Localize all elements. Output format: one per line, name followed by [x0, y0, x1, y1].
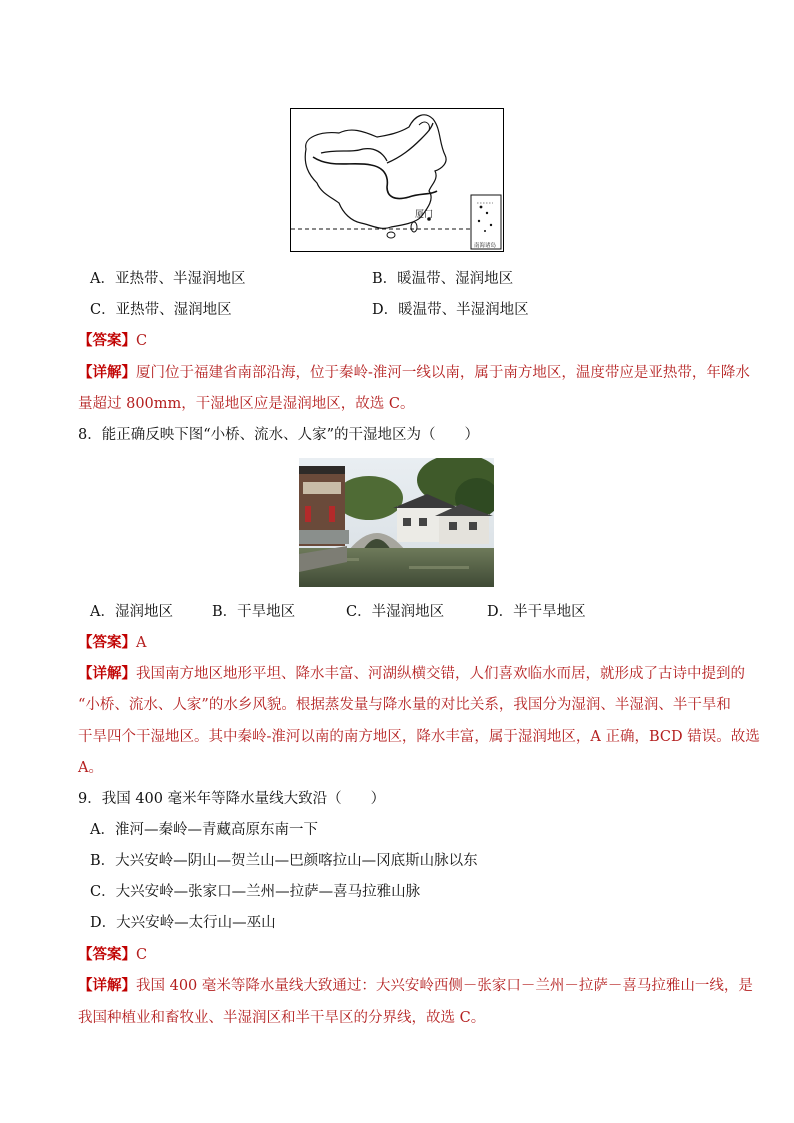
xiamen-label: 厦门 — [415, 210, 434, 220]
china-map-svg — [291, 109, 503, 251]
q9-stem: 9．我国 400 毫米年等降水量线大致沿（ ） — [78, 791, 386, 807]
water-town-photo-svg — [299, 458, 494, 587]
q8-answer — [78, 633, 146, 653]
zone-line-1 — [313, 157, 437, 199]
q7-option-a: A．亚热带、半湿润地区 — [90, 271, 246, 287]
answer-tag: 【答案】 — [78, 946, 136, 963]
q9-option-a: A．淮河—秦岭—青藏高原东南一下 — [90, 822, 318, 838]
china-map-figure — [290, 108, 504, 252]
detail-tag: 【详解】 — [78, 665, 136, 682]
inset-label: 南海诸岛 — [474, 243, 497, 249]
answer-value: C — [136, 947, 148, 963]
q8-option-d: D．半干旱地区 — [487, 604, 586, 620]
q9-detail-line-1 — [78, 976, 753, 996]
q7-answer — [78, 331, 147, 351]
zone-line-3 — [387, 123, 433, 163]
answer-tag: 【答案】 — [78, 634, 136, 651]
detail-tag: 【详解】 — [78, 364, 136, 381]
answer-tag: 【答案】 — [78, 332, 136, 349]
answer-value: C — [136, 333, 148, 349]
q8-detail-line-1 — [78, 664, 745, 684]
detail-text: 厦门位于福建省南部沿海，位于秦岭-淮河一线以南，属于南方地区，温度带应是亚热带，年降水 — [136, 365, 750, 381]
q7-option-b: B．暖温带、湿润地区 — [372, 271, 514, 287]
q8-option-b: B．干旱地区 — [212, 604, 296, 620]
zone-line-2 — [321, 149, 387, 161]
q8-option-a: A．湿润地区 — [90, 604, 173, 620]
q8-stem: 8．能正确反映下图“小桥、流水、人家”的干湿地区为（ ） — [78, 427, 480, 443]
q7-option-c: C．亚热带、湿润地区 — [90, 302, 232, 318]
q9-option-c: C．大兴安岭—张家口—兰州—拉萨—喜马拉雅山脉 — [90, 884, 421, 900]
detail-tag: 【详解】 — [78, 977, 136, 994]
q7-detail-line-1 — [78, 363, 750, 383]
detail-text: 我国南方地区地形平坦、降水丰富、河湖纵横交错，人们喜欢临水而居，就形成了古诗中提到的 — [136, 666, 745, 682]
q8-detail-line-3: 干旱四个干湿地区。其中秦岭-淮河以南的南方地区，降水丰富，属于湿润地区，A 正确，BCD 错误。故选 — [78, 729, 760, 745]
q7-detail-line-2: 量超过 800mm，干湿地区应是湿润地区，故选 C。 — [78, 396, 415, 412]
q8-option-c: C．半湿润地区 — [346, 604, 445, 620]
detail-text: 我国 400 毫米等降水量线大致通过：大兴安岭西侧－张家口－兰州－拉萨－喜马拉雅山一线，是 — [136, 978, 753, 994]
answer-value: A — [136, 635, 147, 651]
water-town-photo — [299, 458, 494, 587]
q9-answer — [78, 945, 147, 965]
q7-option-d: D．暖温带、半湿润地区 — [372, 302, 529, 318]
q8-detail-line-2: “小桥、流水、人家”的水乡风貌。根据蒸发量与降水量的对比关系，我国分为湿润、半湿润、半干旱和 — [78, 697, 731, 713]
q8-detail-line-4: A。 — [78, 760, 103, 776]
q9-option-d: D．大兴安岭—太行山—巫山 — [90, 915, 276, 931]
q9-option-b: B．大兴安岭—阴山—贺兰山—巴颜喀拉山—冈底斯山脉以东 — [90, 853, 478, 869]
q9-detail-line-2: 我国种植业和畜牧业、半湿润区和半干旱区的分界线，故选 C。 — [78, 1010, 486, 1026]
